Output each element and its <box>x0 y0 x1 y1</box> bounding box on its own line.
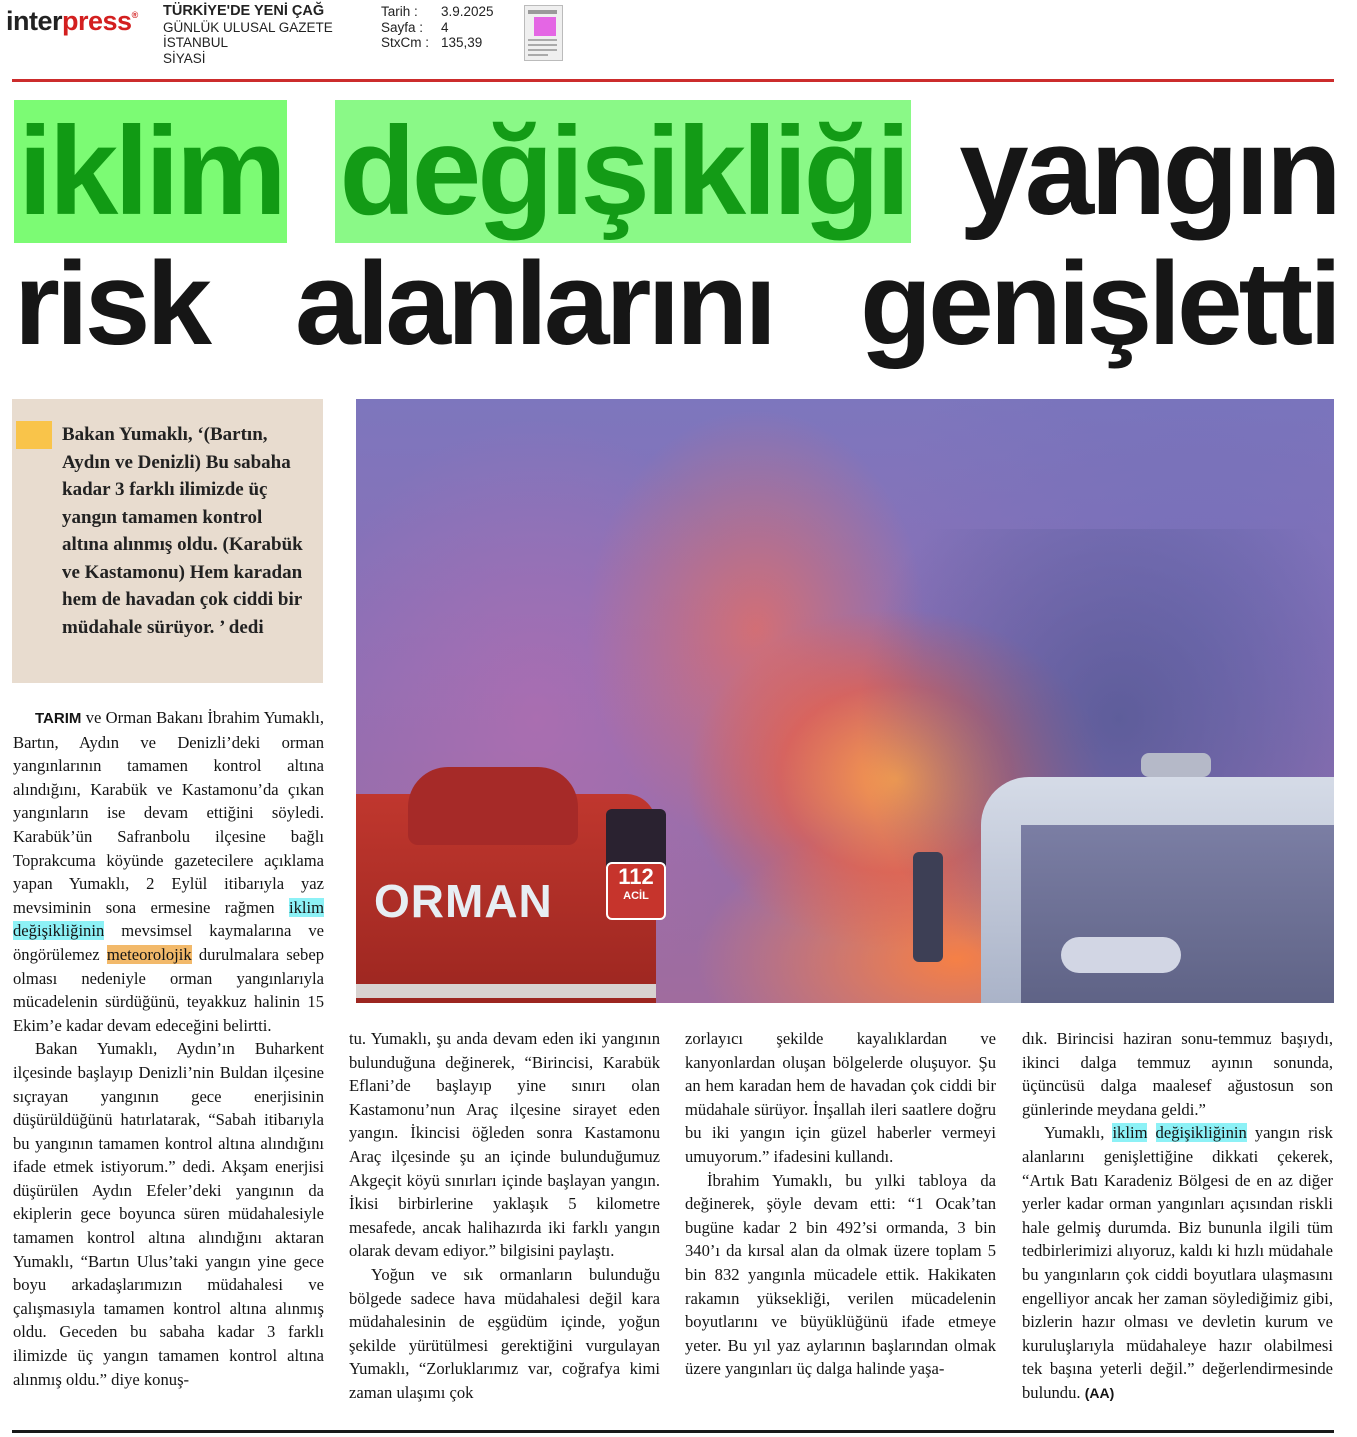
clipping-header <box>0 0 1357 78</box>
article-paragraph: İbrahim Yumaklı, bu yılki tabloya da değinerek, şöyle devam etti: “1 Ocak’tan bugüne kadar 2 bin 492’si ormanda, 3 bin 340’ı da kırsal alan da olmak üzere toplam 5 bin 832 yangınla mücadele ettik. Hakikaten rakamın yüksekliği, verilen mücadelenin boyutlarını ve büyüklüğünü ifade etmeye yeter. Bu yıl yaz aylarının başlarından olmak üzere yangınları üç dalga halinde yaşa- <box>685 1170 996 1379</box>
article-paragraph: Yumaklı, iklim değişikliğinin yangın risk alanlarını genişlettiğine dikkati çekerek, “Artık Batı Karadeniz Bölgesi de en az diğer yerler kadar orman yangınları açısından riskli hale gelmiş durumda. Biz bununla ilgili tüm tedbirlerimizi alıyoruz, kaldı ki hızlı müdahale bu yangınların çok ciddi boyutlara ulaşmasını engelliyor ancak her zaman söylediğimiz gibi, bizlerin hazır olması ve devletin kurum ve kuruluşlarıyla müdahaleye hazır olabilmesi tek başına yeterli değil.” değerlendirmesinde bulundu. (AA) <box>1022 1123 1333 1402</box>
thumbnail-highlight <box>534 17 556 36</box>
article-paragraph: tu. Yumaklı, şu anda devam eden iki yangının bulunduğuna değinerek, “Birincisi, Karabük Eflani’de başlayıp yine sınırı olan Kastamonu’nun Araç ilçesine sirayet eden yangın. İkincisi öğleden sonra Kastamonu Araç ilçesinde şu an içinde bulunduğumuz Akgeçit köyü sınırları içinde başlayan yangın. İkisi birbirlerine yaklaşık 5 kilometre mesafede, ancak halihazırda iki farklı yangın olarak devam ediyor.” bilgisini paylaştı. <box>349 1029 660 1261</box>
stxcm-value: 135,39 <box>441 35 483 50</box>
stxcm-row <box>381 35 494 51</box>
highlight-keyword: meteorolojik <box>106 944 192 964</box>
page-thumbnail[interactable] <box>524 5 563 61</box>
headline-line-1 <box>14 100 1338 240</box>
headline-word: genişletti <box>860 238 1338 370</box>
headline-word: alanlarını <box>294 238 774 370</box>
article-paragraph: Bakan Yumaklı, Aydın’ın Buharkent ilçesinde başlayıp Denizli’nin Buldan ilçesine sıçrayan yangının gece enerjisinin düşürüldüğünü hatırlatarak, “Sabah itibarıyla bu yangının tamamen kontrol altına alındığını ifade etmek istiyorum.” dedi. Akşam enerjisi düşürülen Aydın Efeler’deki yangının da ekiplerin gece boyunca süren müdahalesiyle tamamen kontrol altına alındığını aktaran Yumaklı, “Bartın Ulus’taki yangın yine gece boyu arkadaşlarımızın müdahalesi ve çalışmasıyla tamamen kontrol altına alınmış oldu. Geceden bu sabaha kadar 3 farklı ilimizde üç yangın tamamen kontrol altına alınmış oldu.” diye konuş- <box>13 1039 324 1389</box>
article-paragraph: zorlayıcı şekilde kayalıklardan ve kanyonlardan oluşan bölgelerde oluşuyor. Şu an hem karadan hem de havadan çok ciddi bir müdahale sürüyor. İnşallah ileri saatlere doğru bu iki yangın için güzel haberler vermeyi umuyorum.” ifadesini kullandı. <box>685 1029 996 1166</box>
pull-quote-marker <box>16 421 52 449</box>
highlight-keyword: değişikliğinin <box>1155 1123 1247 1143</box>
forestry-fire-truck <box>356 779 691 1003</box>
headline-highlight-iklim: iklim <box>14 100 287 243</box>
article-paragraph: TARIM ve Orman Bakanı İbrahim Yumaklı, Bartın, Aydın ve Denizli’deki orman yangınlarının tamamen kontrol altına alındığını, Karabük ve Kastamonu’da çıkan yangınların ise devam ettiğini söyledi. Karabük’ün Safranbolu ilçesine bağlı Toprakcuma köyünde gazetecilere açıklama yapan Yumaklı, 2 Eylül itibarıyla yaz mevsiminin sona ermesine rağmen iklim değişikliğinin mevsimsel kaymalarına ve öngörülemez meteorolojik durulmalara sebep olması nedeniyle orman yangınlarıyla mücadelenin sürdüğünü, teyakkuz halinin 15 Ekim’e kadar devam edeceğini belirtti. <box>13 708 324 1035</box>
headline-word: yangın <box>959 102 1338 241</box>
article-column-2 <box>349 1027 660 1405</box>
publication-info <box>163 4 333 66</box>
header-divider <box>12 79 1334 82</box>
headline-word: risk <box>14 238 208 370</box>
headline <box>14 100 1338 376</box>
page-row <box>381 20 494 36</box>
page-label: Sayfa : <box>381 19 424 35</box>
highlight-keyword: iklim <box>288 897 324 917</box>
date-row <box>381 4 494 20</box>
news-agency-credit: (AA) <box>1084 1384 1115 1401</box>
article-paragraph: Yoğun ve sık ormanların bulunduğu bölgede sadece hava müdahalesi değil kara müdahalesinin de eşgüdüm içinde, yoğun şekilde yürütülmesi gerektiğini vurgulayan Yumaklı, “Zorluklarımız var, coğrafya kimi zaman ulaşımı çok <box>349 1264 660 1402</box>
publication-category: SİYASİ <box>163 50 206 66</box>
lead-word: TARIM <box>35 710 82 727</box>
emergency-112-badge: 112 ACİL <box>606 862 666 920</box>
date-value: 3.9.2025 <box>441 4 494 19</box>
publication-name: TÜRKİYE'DE YENİ ÇAĞ <box>163 3 325 19</box>
white-truck-cab <box>981 777 1334 1003</box>
wildfire-photo <box>356 399 1334 1003</box>
stxcm-label: StxCm : <box>381 35 430 50</box>
registered-mark: ® <box>131 10 138 20</box>
date-label: Tarih : <box>381 4 418 19</box>
headline-line-2 <box>14 236 1338 376</box>
highlight-keyword: iklim <box>1112 1123 1148 1143</box>
side-mirror <box>913 852 943 962</box>
article-column-4 <box>1022 1027 1333 1406</box>
truck-lettering: ORMAN <box>374 875 553 927</box>
article-column-1 <box>13 706 324 1391</box>
article-paragraph: dık. Birincisi haziran sonu-temmuz başıydı, ikinci dalga temmuz ayının sonunda, üçüncüsü dalga maalesef ağustosun son günlerinde meydana geldi.” <box>1022 1029 1333 1119</box>
page-value: 4 <box>441 19 449 35</box>
pull-quote-text: Bakan Yumaklı, ‘(Bartın, Aydın ve Denizli) Bu sabaha kadar 3 farklı ilimizde üç yangın tamamen kontrol altına alınmış oldu. (Karabük ve Kastamonu) Hem karadan hem de havadan çok ciddi bir müdahale sürüyor. ’ dedi <box>62 424 303 638</box>
article-column-3 <box>685 1027 996 1381</box>
pull-quote-box <box>12 399 323 683</box>
publication-city: İSTANBUL <box>163 35 229 50</box>
footer-divider <box>12 1430 1334 1433</box>
interpress-logo: interpress® <box>6 6 138 36</box>
headline-highlight-degisikligi: değişikliği <box>335 100 910 243</box>
publication-type: GÜNLÜK ULUSAL GAZETE <box>163 19 333 35</box>
highlight-keyword: değişikliğinin <box>13 921 105 941</box>
clipping-meta <box>381 4 494 51</box>
